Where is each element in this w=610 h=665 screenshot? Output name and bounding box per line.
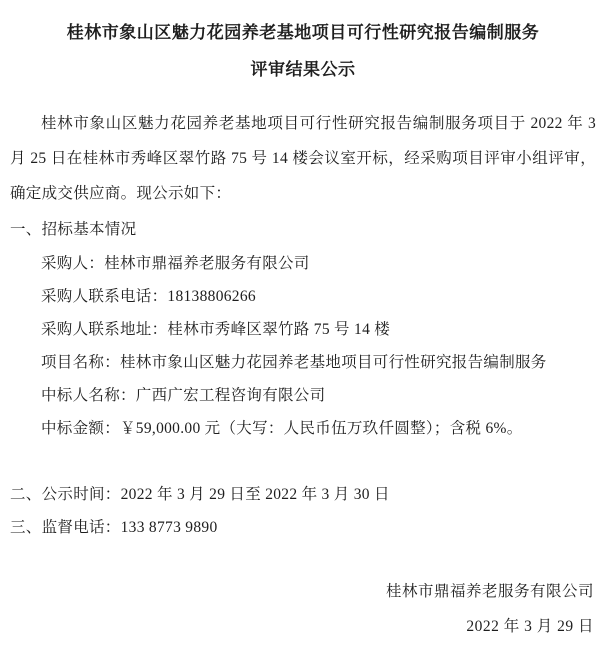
signature-block <box>10 575 596 644</box>
purchaser-address-line: 采购人联系地址：桂林市秀峰区翠竹路 75 号 14 楼 <box>41 321 391 338</box>
section1-heading: 一、招标基本情况 <box>10 221 137 238</box>
document-title-line2: 评审结果公示 <box>250 60 356 79</box>
intro-paragraph: 桂林市象山区魅力花园养老基地项目可行性研究报告编制服务项目于 2022 年 3 月 25 日在桂林市秀峰区翠竹路 75 号 14 楼会议室开标，经采购项目评审小组评审，确定成交供应商。现公示如下： <box>10 115 596 202</box>
signature-date: 2022 年 3 月 29 日 <box>466 618 594 635</box>
publicity-period-line: 二、公示时间：2022 年 3 月 29 日至 2022 年 3 月 30 日 <box>10 486 390 503</box>
purchaser-line: 采购人：桂林市鼎福养老服务有限公司 <box>41 255 310 272</box>
project-name-line: 项目名称：桂林市象山区魅力花园养老基地项目可行性研究报告编制服务 <box>41 354 547 371</box>
supervision-phone-line: 三、监督电话：133 8773 9890 <box>10 519 218 536</box>
purchaser-phone-line: 采购人联系电话：18138806266 <box>41 288 256 305</box>
winning-amount-line: 中标金额：￥59,000.00 元（大写：人民币伍万玖仟圆整）；含税 6%。 <box>41 420 523 437</box>
document-title-line1: 桂林市象山区魅力花园养老基地项目可行性研究报告编制服务 <box>66 23 540 42</box>
document-title <box>10 14 596 88</box>
signature-company: 桂林市鼎福养老服务有限公司 <box>385 583 594 600</box>
winner-name-line: 中标人名称：广西广宏工程咨询有限公司 <box>41 387 326 404</box>
